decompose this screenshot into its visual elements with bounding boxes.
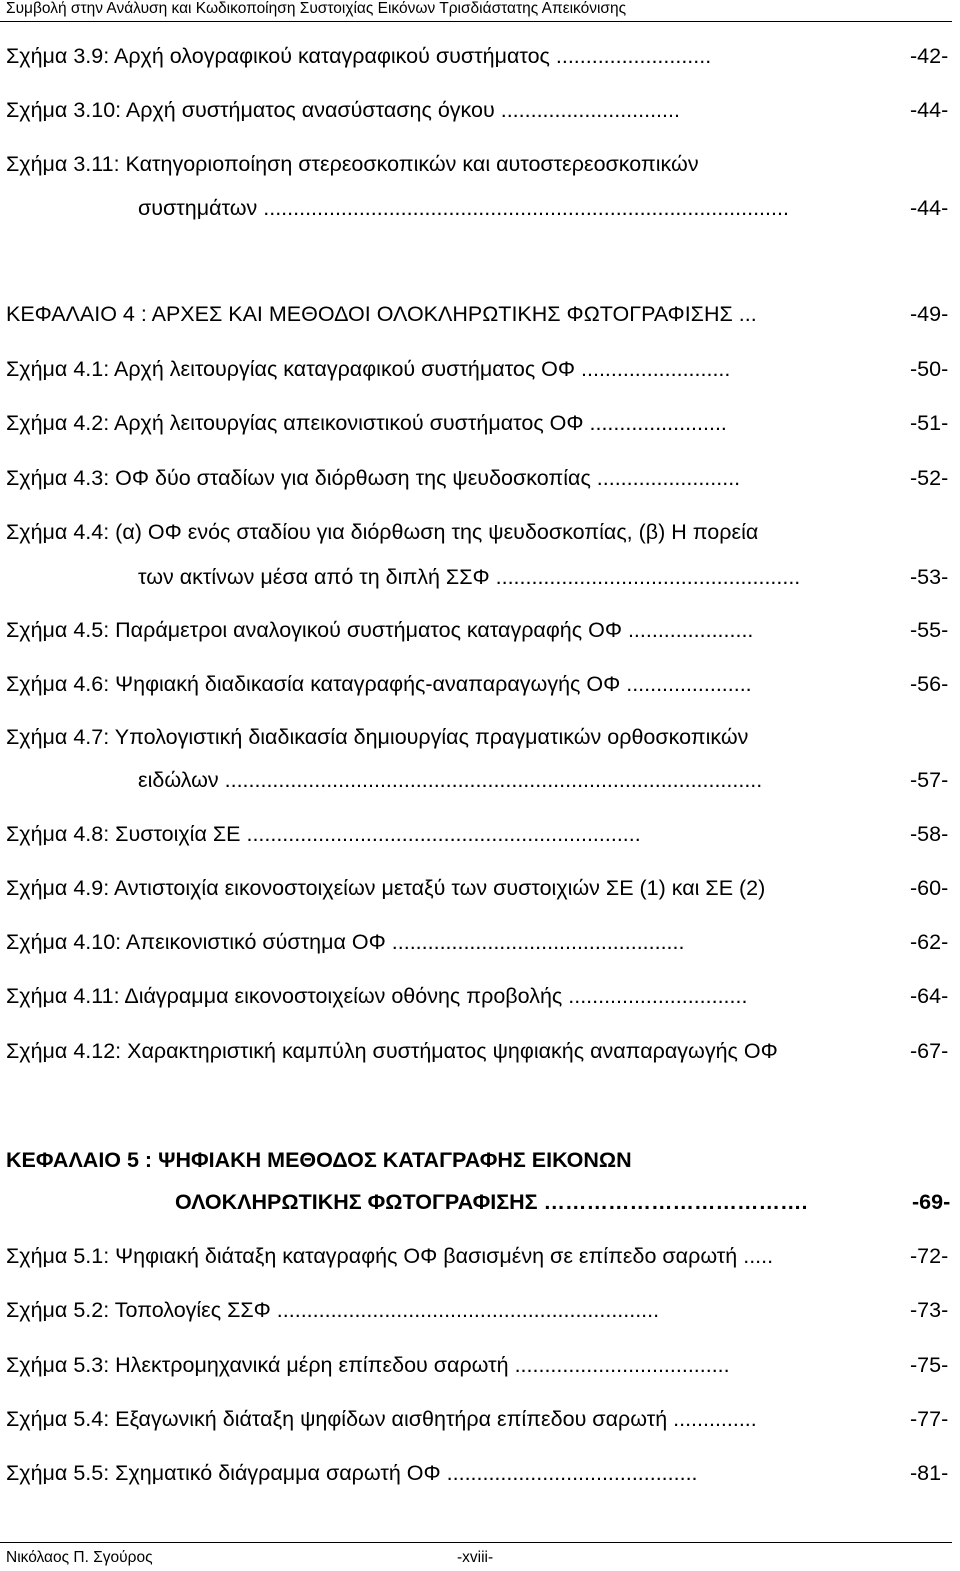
entry-page-number: -73-: [910, 1298, 949, 1322]
entry-title: Σχήμα 4.5: Παράμετροι αναλογικού συστήματος καταγραφής ΟΦ .....................: [6, 618, 754, 642]
entry-title: ΟΛΟΚΛΗΡΩΤΙΚΗΣ ΦΩΤΟΓΡΑΦΙΣΗΣ ……………………………….: [175, 1190, 808, 1214]
entry-title: Σχήμα 5.3: Ηλεκτρομηχανικά μέρη επίπεδου σαρωτή ....................................: [6, 1353, 730, 1377]
entry-page-number: -52-: [910, 466, 949, 490]
figure-entry: [6, 95, 952, 125]
figure-entry: [6, 1350, 952, 1380]
entry-page-number: -62-: [910, 930, 949, 954]
figure-entry: [6, 722, 952, 752]
figure-entry: [6, 669, 952, 699]
figure-entry: [6, 517, 952, 547]
entry-title: Σχήμα 4.11: Διάγραμμα εικονοστοιχείων οθόνης προβολής ..............................: [6, 984, 748, 1008]
figure-entry: [6, 463, 952, 493]
page-footer: [0, 1542, 952, 1566]
entry-page-number: -58-: [910, 822, 949, 846]
entry-page-number: -42-: [910, 44, 949, 68]
entry-title: ΚΕΦΑΛΑΙΟ 4 : ΑΡΧΕΣ ΚΑΙ ΜΕΘΟΔΟΙ ΟΛΟΚΛΗΡΩΤΙΚΗΣ ΦΩΤΟΓΡΑΦΙΣΗΣ ...: [6, 302, 757, 326]
figure-entry: [6, 149, 952, 179]
figure-entry: [6, 819, 952, 849]
entry-title: Σχήμα 4.7: Υπολογιστική διαδικασία δημιουργίας πραγματικών ορθοσκοπικών: [6, 725, 749, 749]
entry-title: Σχήμα 5.5: Σχηματικό διάγραμμα σαρωτή ΟΦ ..........................................: [6, 1461, 698, 1485]
figure-entry: [6, 1295, 952, 1325]
figure-entry: [6, 41, 952, 71]
entry-page-number: -72-: [910, 1244, 949, 1268]
entry-title: Σχήμα 4.10: Απεικονιστικό σύστημα ΟΦ .................................................: [6, 930, 685, 954]
entry-title: των ακτίνων μέσα από τη διπλή ΣΣΦ ...................................................: [138, 565, 801, 589]
entry-page-number: -44-: [910, 196, 949, 220]
figure-entry: [6, 1404, 952, 1434]
entry-title: Σχήμα 5.2: Τοπολογίες ΣΣΦ ................................................................: [6, 1298, 660, 1322]
entry-page-number: -67-: [910, 1039, 949, 1063]
entry-title: Σχήμα 4.3: ΟΦ δύο σταδίων για διόρθωση της ψευδοσκοπίας ........................: [6, 466, 741, 490]
entry-title: Σχήμα 4.12: Χαρακτηριστική καμπύλη συστήματος ψηφιακής αναπαραγωγής ΟΦ: [6, 1039, 778, 1063]
figure-entry: [6, 873, 952, 903]
entry-title: Σχήμα 4.4: (α) ΟΦ ενός σταδίου για διόρθωση της ψευδοσκοπίας, (β) Η πορεία: [6, 520, 759, 544]
entry-title: Σχήμα 5.4: Εξαγωνική διάταξη ψηφίδων αισθητήρα επίπεδου σαρωτή ..............: [6, 1407, 757, 1431]
entry-page-number: -49-: [910, 302, 949, 326]
entry-page-number: -55-: [910, 618, 949, 642]
figure-entry: [6, 615, 952, 645]
figure-entry: [138, 562, 952, 592]
figure-entry: [6, 1036, 952, 1066]
chapter-entry: [6, 1145, 952, 1175]
entry-page-number: -51-: [910, 411, 949, 435]
entry-title: ΚΕΦΑΛΑΙΟ 5 : ΨΗΦΙΑΚΗ ΜΕΘΟΔΟΣ ΚΑΤΑΓΡΑΦΗΣ ΕΙΚΟΝΩΝ: [6, 1148, 632, 1172]
figure-entry: [6, 1241, 952, 1271]
figure-entry: [6, 1458, 952, 1488]
entry-title: Σχήμα 4.2: Αρχή λειτουργίας απεικονιστικού συστήματος ΟΦ .......................: [6, 411, 727, 435]
entry-title: συστημάτων ........................................................................................: [138, 196, 789, 220]
entry-title: Σχήμα 3.9: Αρχή ολογραφικού καταγραφικού συστήματος ..........................: [6, 44, 712, 68]
entry-page-number: -57-: [910, 768, 949, 792]
entry-title: Σχήμα 4.8: Συστοιχία ΣΕ ..................................................................: [6, 822, 641, 846]
figure-entry: [6, 927, 952, 957]
entry-page-number: -53-: [910, 565, 949, 589]
chapter-entry: [175, 1187, 952, 1217]
entry-title: Σχήμα 4.1: Αρχή λειτουργίας καταγραφικού συστήματος ΟΦ .........................: [6, 357, 731, 381]
entry-page-number: -64-: [910, 984, 949, 1008]
entry-page-number: -69-: [912, 1190, 951, 1214]
footer-author: Νικόλαος Π. Σγούρος: [6, 1549, 153, 1566]
entry-page-number: -77-: [910, 1407, 949, 1431]
entry-title: Σχήμα 4.6: Ψηφιακή διαδικασία καταγραφής-αναπαραγωγής ΟΦ .....................: [6, 672, 752, 696]
entry-title: Σχήμα 3.10: Αρχή συστήματος ανασύστασης όγκου ..............................: [6, 98, 680, 122]
entry-page-number: -56-: [910, 672, 949, 696]
running-header: Συμβολή στην Ανάλυση και Κωδικοποίηση Συστοιχίας Εικόνων Τρισδιάστατης Απεικόνισης: [0, 0, 952, 22]
figure-entry: [6, 981, 952, 1011]
entry-title: Σχήμα 4.9: Αντιστοιχία εικονοστοιχείων μεταξύ των συστοιχιών ΣΕ (1) και ΣΕ (2): [6, 876, 766, 900]
entry-page-number: -44-: [910, 98, 949, 122]
entry-title: Σχήμα 3.11: Κατηγοριοποίηση στερεοσκοπικών και αυτοστερεοσκοπικών: [6, 152, 699, 176]
footer-page-number: -xviii-: [457, 1549, 494, 1566]
entry-title: Σχήμα 5.1: Ψηφιακή διάταξη καταγραφής ΟΦ βασισμένη σε επίπεδο σαρωτή .....: [6, 1244, 774, 1268]
entry-page-number: -81-: [910, 1461, 949, 1485]
figure-entry: [138, 193, 952, 223]
figure-entry: [6, 299, 952, 329]
entry-page-number: -60-: [910, 876, 949, 900]
entry-title: ειδώλων ..........................................................................................: [138, 768, 763, 792]
entry-page-number: -75-: [910, 1353, 949, 1377]
figure-entry: [6, 408, 952, 438]
entry-page-number: -50-: [910, 357, 949, 381]
figure-entry: [6, 354, 952, 384]
figure-entry: [138, 765, 952, 795]
